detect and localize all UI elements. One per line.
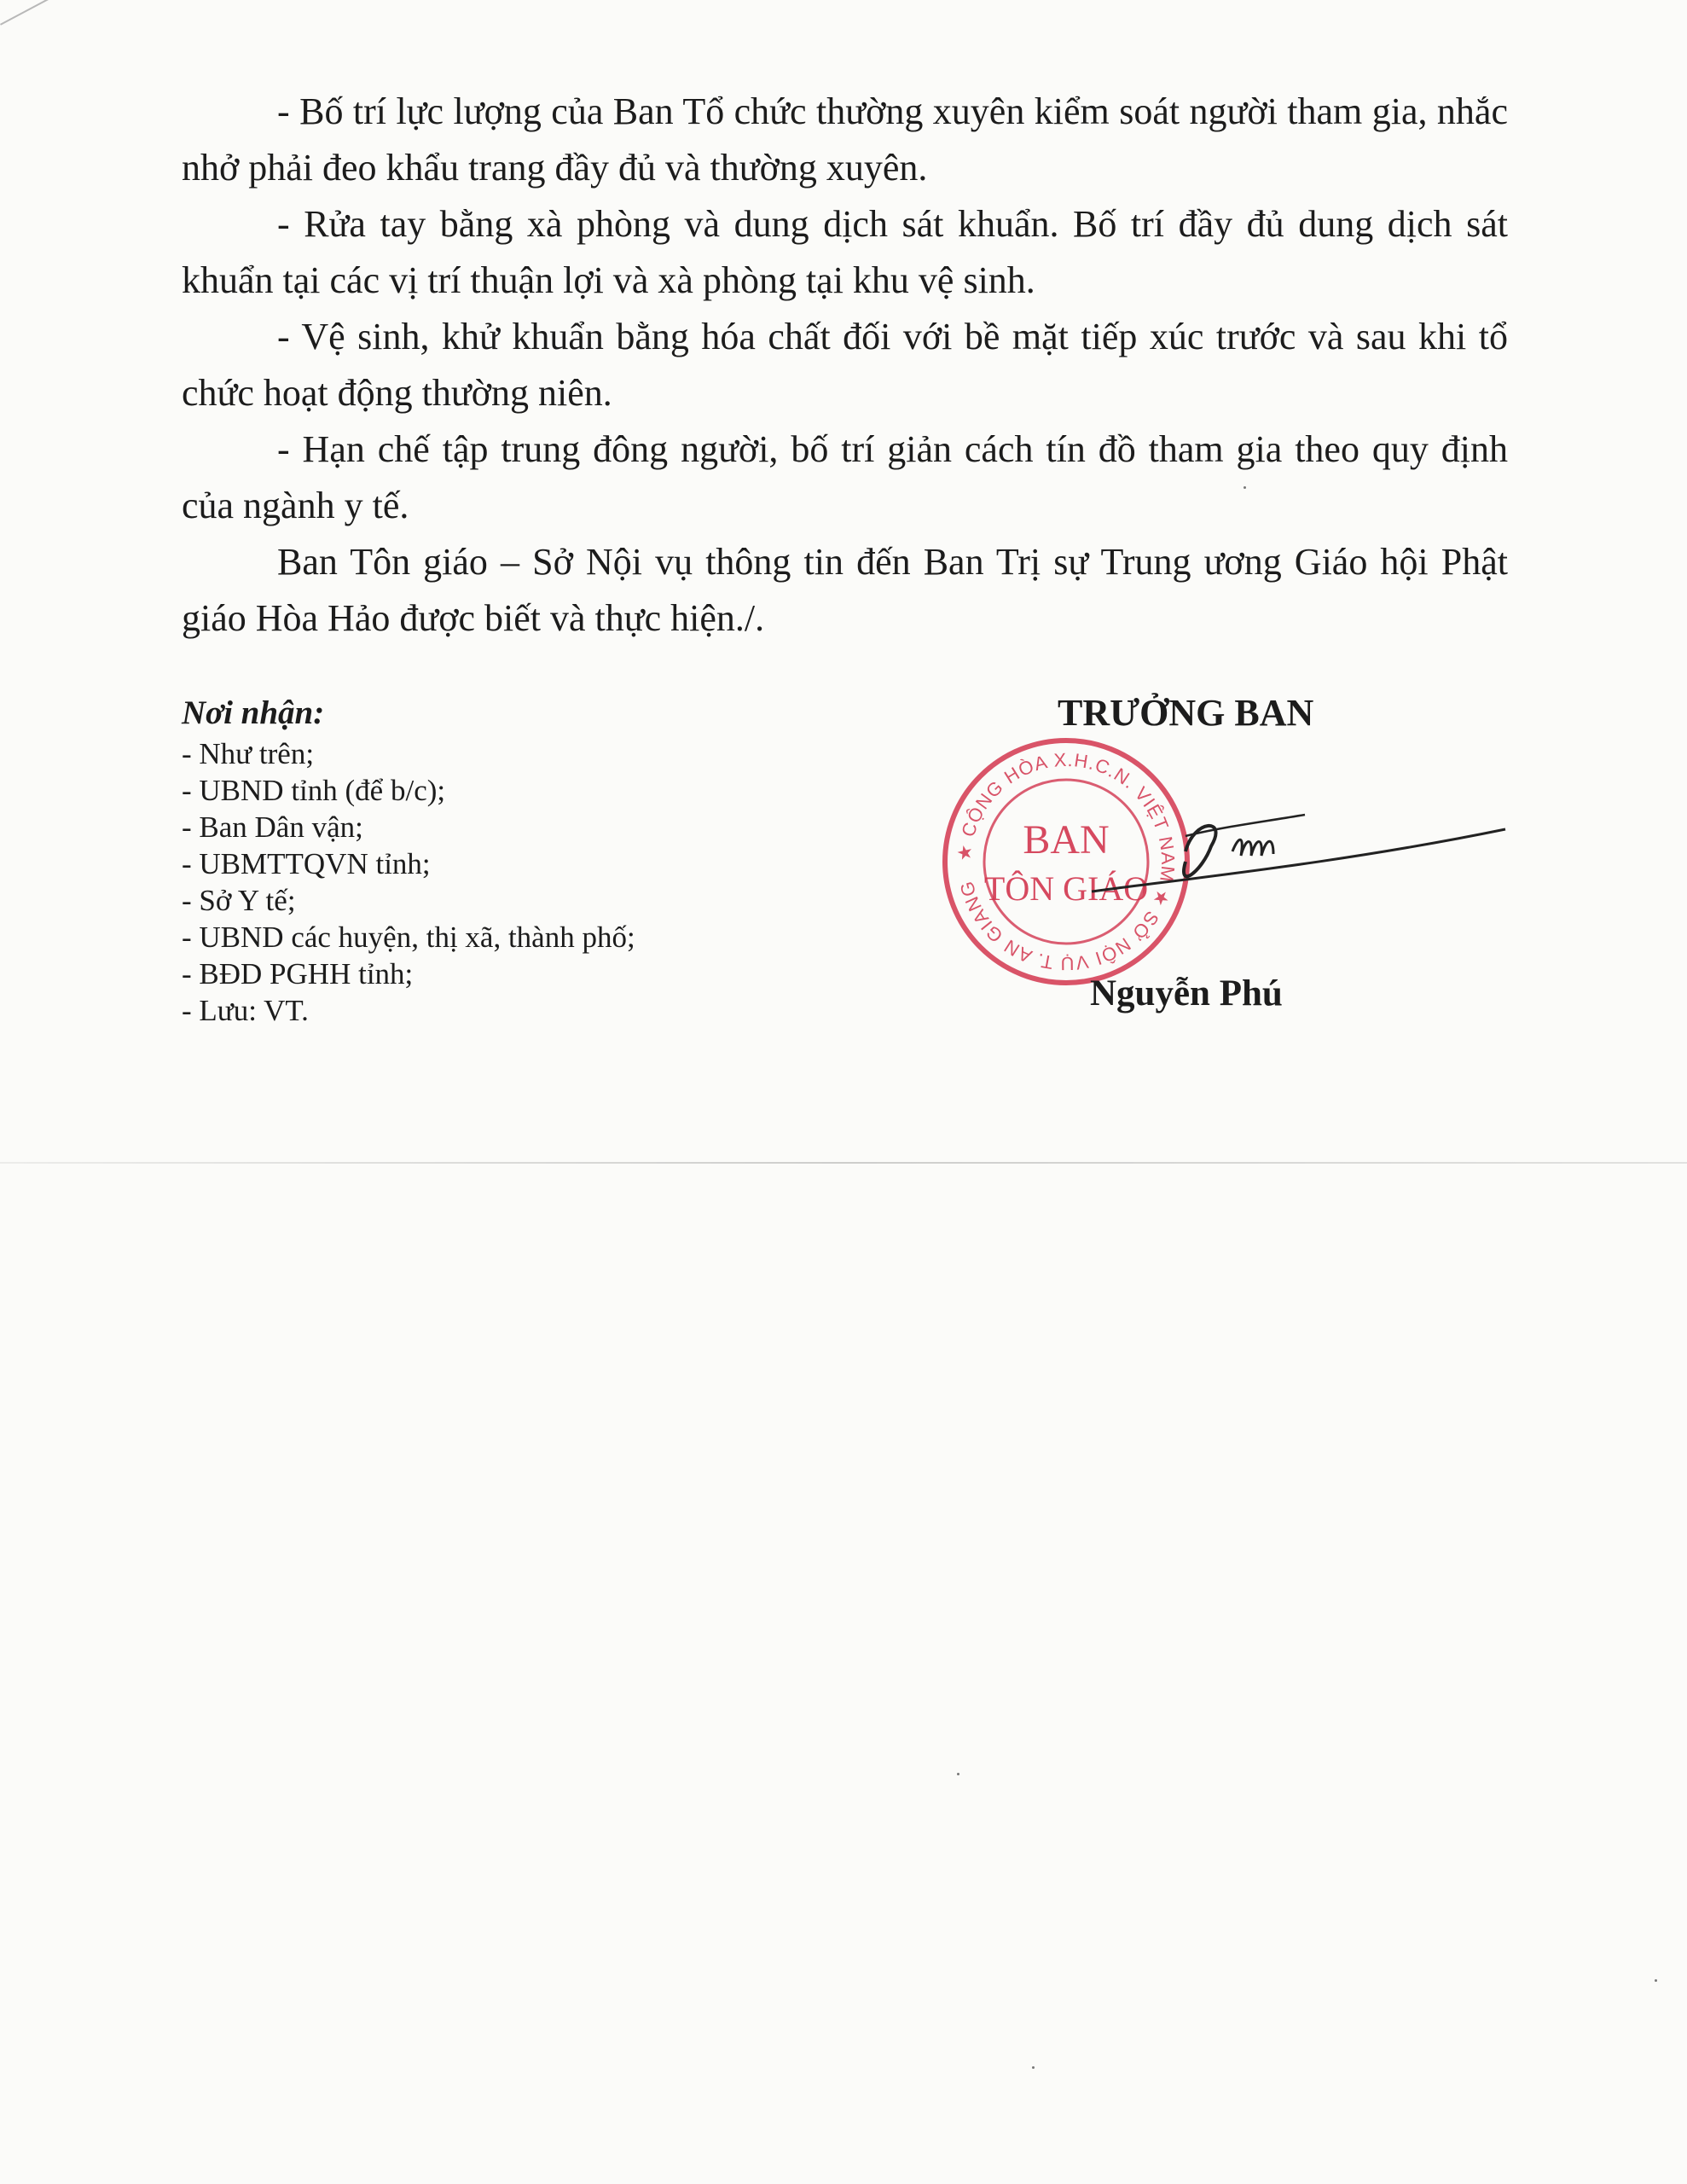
recipients-title: Nơi nhận: [182,694,325,731]
signature-block [938,682,1535,1024]
paragraph-distancing: - Hạn chế tập trung đông người, bố trí giản cách tín đồ tham gia theo quy định của ngành y tế. [182,428,1508,526]
speck [1244,486,1246,489]
corner-scan-mark [0,0,91,26]
recipient-item: - Lưu: VT. [182,994,309,1027]
seal-center-line2: TÔN GIÁO [983,869,1149,908]
paragraph-closing: Ban Tôn giáo – Sở Nội vụ thông tin đến Ban Trị sự Trung ương Giáo hội Phật giáo Hòa Hảo được biết và thực hiện./. [182,541,1508,639]
seal-ring-text: ★ CỘNG HÒA X.H.C.N. VIỆT NAM ★ SỞ NỘI VỤ T. AN GIANG [953,748,1180,975]
speck [1655,1979,1657,1982]
recipient-item: - Ban Dân vận; [182,810,363,844]
seal-center-line1: BAN [1023,817,1110,863]
recipient-item: - BĐD PGHH tỉnh; [182,957,414,990]
recipient-item: - UBND tỉnh (để b/c); [182,774,446,807]
signature-title: TRƯỞNG BAN [1058,692,1314,734]
page-fold-line [0,1162,1687,1164]
recipient-item: - UBMTTQVN tỉnh; [182,847,431,880]
handwritten-signature [1083,810,1527,904]
paragraph-disinfection: - Vệ sinh, khử khuẩn bằng hóa chất đối với bề mặt tiếp xúc trước và sau khi tổ chức hoạt động thường niên. [182,316,1508,414]
speck [957,1773,959,1775]
recipients-block [182,691,635,1029]
speck [1032,2066,1035,2069]
recipient-item: - UBND các huyện, thị xã, thành phố; [182,921,635,954]
recipient-item: - Sở Y tế; [182,884,296,917]
paragraph-handwash: - Rửa tay bằng xà phòng và dung dịch sát khuẩn. Bố trí đầy đủ dung dịch sát khuẩn tại các vị trí thuận lợi và xà phòng tại khu vệ sinh. [182,203,1508,301]
signer-name: Nguyễn Phú [1090,973,1283,1014]
body-text [182,84,1508,647]
recipient-item: - Như trên; [182,737,315,770]
recipients-list [182,735,635,1029]
paragraph-mask-control: - Bố trí lực lượng của Ban Tổ chức thường xuyên kiểm soát người tham gia, nhắc nhở phải đeo khẩu trang đầy đủ và thường xuyên. [182,90,1508,189]
